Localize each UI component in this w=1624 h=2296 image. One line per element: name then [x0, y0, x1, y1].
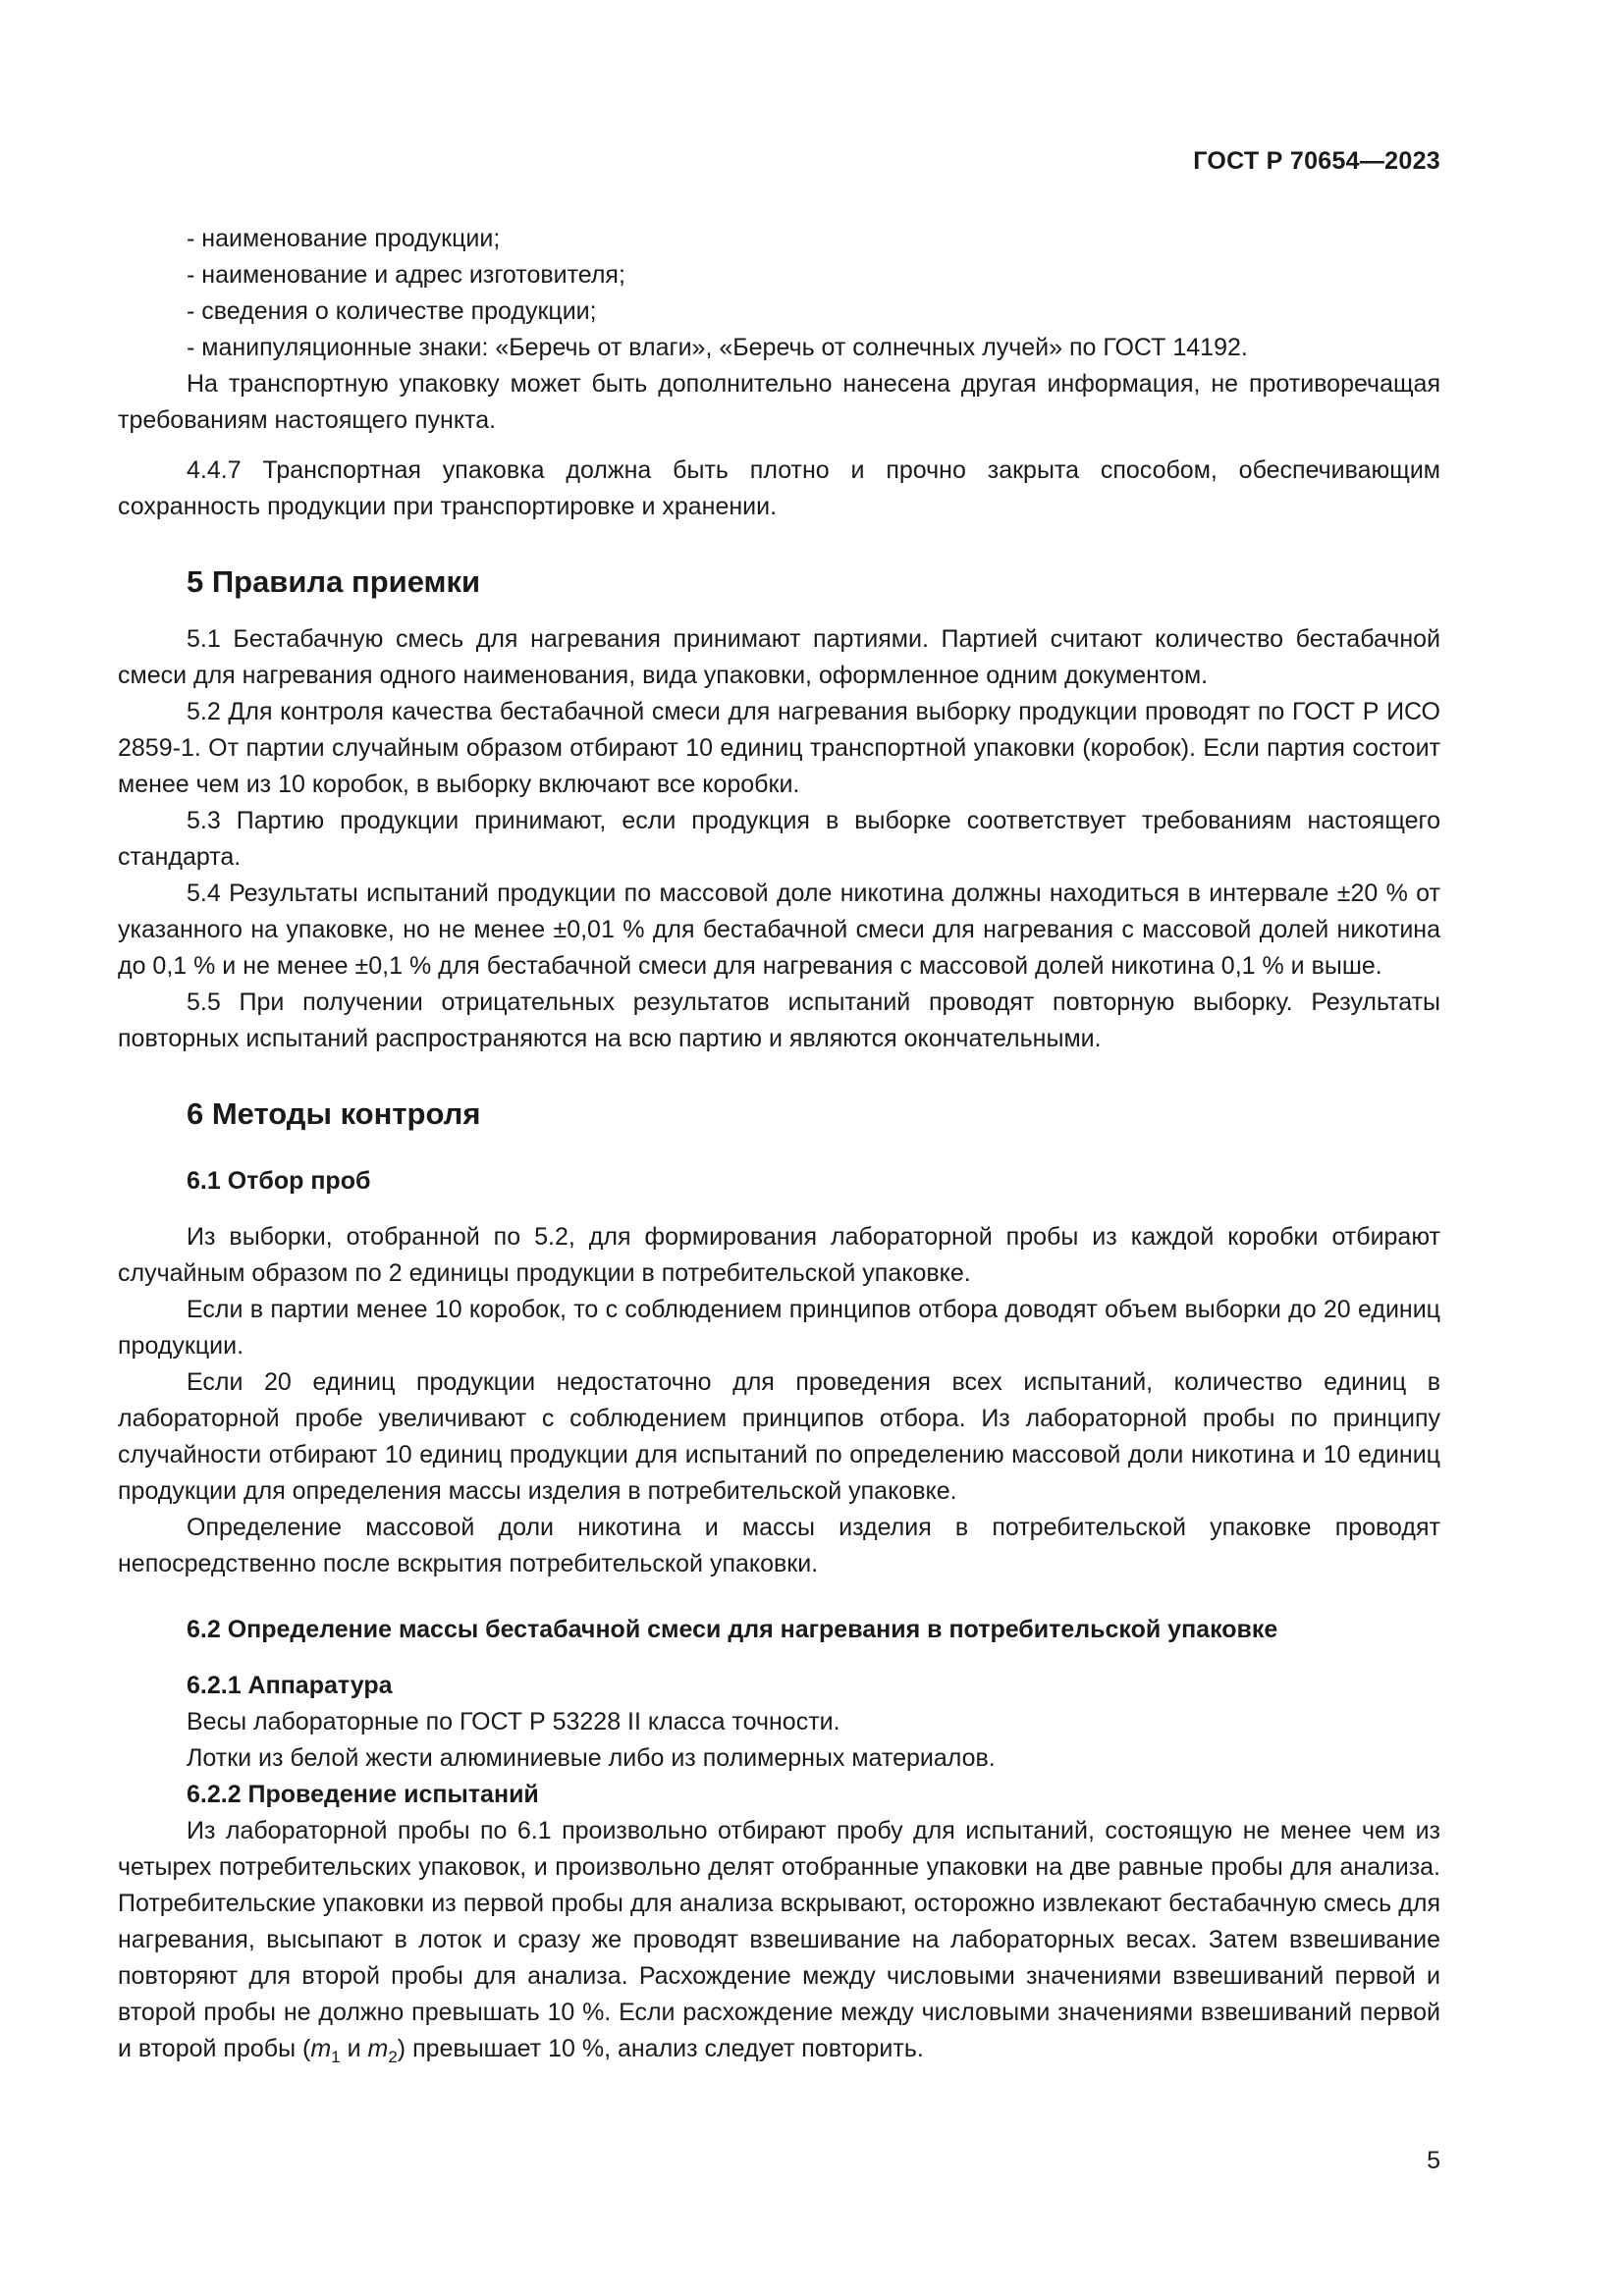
document-page — [118, 0, 1440, 2296]
paragraph-6-2-2-text-b: ) превышает 10 %, анализ следует повторить. — [397, 2035, 924, 2062]
list-item: - наименование и адрес изготовителя; — [187, 261, 625, 289]
paragraph-6-1-1: Из выборки, отобранной по 5.2, для формирования лабораторной пробы из каждой коробки отбирают случайным образом по 2 единицы продукции в потребительской упаковке. — [118, 1223, 1440, 1287]
mass-symbol-1: m — [310, 2035, 332, 2062]
conjunction-and: и — [340, 2035, 368, 2062]
list-item: - наименование продукции; — [187, 225, 501, 252]
paragraph-5-1: 5.1 Бестабачную смесь для нагревания принимают партиями. Партией считают количество бестабачной смеси для нагревания одного наименования, вида упаковки, оформленное одним документом. — [118, 625, 1440, 689]
paragraph-transport-info: На транспортную упаковку может быть дополнительно нанесена другая информация, не противоречащая требованиям настоящего пункта. — [118, 370, 1440, 434]
list-item: - сведения о количестве продукции; — [187, 297, 597, 325]
paragraph-6-2-1-2: Лотки из белой жести алюминиевые либо из полимерных материалов. — [187, 1744, 996, 1772]
document-body — [118, 221, 1440, 2075]
paragraph-5-5: 5.5 При получении отрицательных результатов испытаний проводят повторную выборку. Результаты повторных испытаний распространяются на всю партию и являются окончательными. — [118, 988, 1440, 1052]
section-6-2-title: 6.2 Определение массы бестабачной смеси для нагревания в потребительской упаковке — [187, 1616, 1278, 1643]
section-6-title: 6 Методы контроля — [187, 1096, 481, 1131]
paragraph-6-1-3: Если 20 единиц продукции недостаточно для проведения всех испытаний, количество единиц в лабораторной пробе увеличивают с соблюдением принципов отбора. Из лабораторной пробы по принципу случайности отбирают 10 единиц продукции для испытаний по определению массовой доли никотина и 10 единиц продукции для определения массы изделия в потребительской упаковке. — [118, 1368, 1440, 1505]
paragraph-5-3: 5.3 Партию продукции принимают, если продукция в выборке соответствует требованиям настоящего стандарта. — [118, 807, 1440, 871]
subscript-2: 2 — [388, 2048, 398, 2066]
paragraph-4-4-7: 4.4.7 Транспортная упаковка должна быть плотно и прочно закрыта способом, обеспечивающим сохранность продукции при транспортировке и хранении. — [118, 456, 1440, 520]
document-header-id: ГОСТ Р 70654—2023 — [1193, 147, 1440, 175]
section-6-2-1-title: 6.2.1 Аппаратура — [187, 1672, 393, 1699]
page-number: 5 — [1427, 2147, 1440, 2174]
section-5-title: 5 Правила приемки — [187, 564, 481, 599]
paragraph-5-2: 5.2 Для контроля качества бестабачной смеси для нагревания выборку продукции проводят по ГОСТ Р ИСО 2859-1. От партии случайным образом отбирают 10 единиц транспортной упаковки (коробок). Если партия состоит менее чем из 10 коробок, в выборку включают все коробки. — [118, 698, 1440, 798]
mass-symbol-2: m — [367, 2035, 389, 2062]
paragraph-5-4: 5.4 Результаты испытаний продукции по массовой доле никотина должны находиться в интервале ±20 % от указанного на упаковке, но не менее ±0,01 % для бестабачной смеси для нагревания с массовой долей никотина до 0,1 % и не менее ±0,1 % для бестабачной смеси для нагревания с массовой долей никотина 0,1 % и выше. — [118, 880, 1440, 980]
paragraph-6-1-2: Если в партии менее 10 коробок, то с соблюдением принципов отбора доводят объем выборки до 20 единиц продукции. — [118, 1296, 1440, 1360]
paragraph-6-2-2-1 — [118, 1813, 1440, 2075]
list-item: - манипуляционные знаки: «Беречь от влаги», «Беречь от солнечных лучей» по ГОСТ 14192. — [187, 334, 1248, 361]
paragraph-6-2-2-text-a: Из лабораторной пробы по 6.1 произвольно отбирают пробу для испытаний, состоящую не менее чем из четырех потребительских упаковок, и произвольно делят отобранные упаковки на две равные пробы для анализа. Потребительские упаковки из первой пробы для анализа вскрывают, осторожно извлекают бестабачную смесь для нагревания, высыпают в лоток и сразу же проводят взвешивание на лабораторных весах. Затем взвешивание повторяют для второй пробы для анализа. Расхождение между числовыми значениями взвешиваний первой и второй пробы не должно превышать 10 %. Если расхождение между числовыми значениями взвешиваний первой и второй пробы ( — [118, 1817, 1440, 2062]
paragraph-6-2-1-1: Весы лабораторные по ГОСТ Р 53228 II класса точности. — [187, 1708, 840, 1735]
subscript-1: 1 — [331, 2048, 341, 2066]
section-6-2-2-title: 6.2.2 Проведение испытаний — [187, 1781, 539, 1808]
section-6-1-title: 6.1 Отбор проб — [187, 1167, 371, 1195]
paragraph-6-1-4: Определение массовой доли никотина и массы изделия в потребительской упаковке проводят непосредственно после вскрытия потребительской упаковки. — [118, 1514, 1440, 1577]
